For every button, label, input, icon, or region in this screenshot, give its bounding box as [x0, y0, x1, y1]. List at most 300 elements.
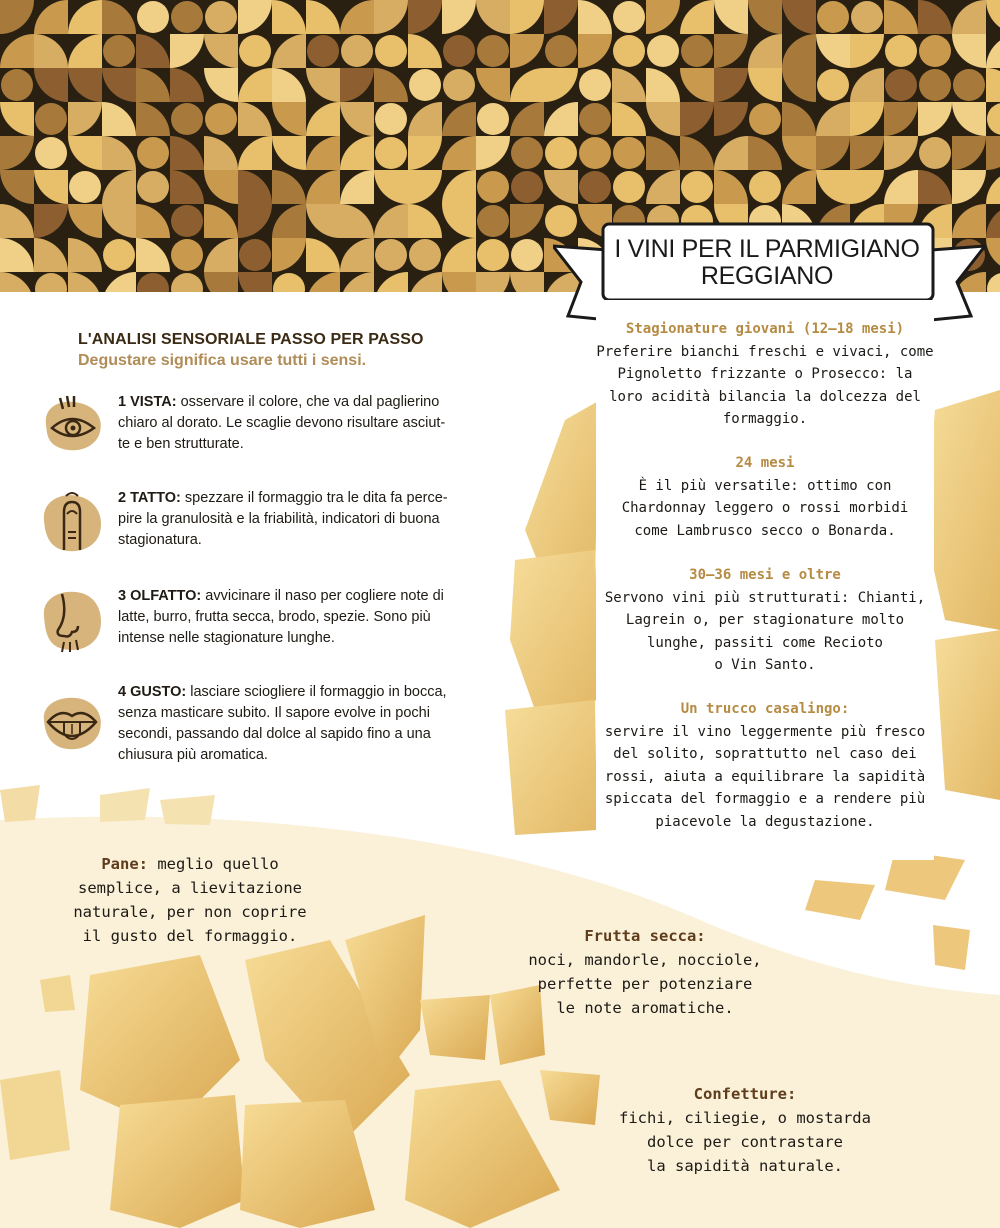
pairing-pane-line2: naturale, per non coprire — [73, 903, 307, 921]
wine-young — [596, 318, 934, 431]
pattern-tile — [34, 0, 68, 34]
pattern-tile — [986, 170, 1000, 204]
pattern-tile — [408, 204, 442, 238]
pattern-tile — [102, 68, 136, 102]
pattern-tile — [272, 204, 306, 238]
pattern-tile — [374, 170, 408, 204]
pattern-tile — [374, 0, 408, 34]
pattern-tile — [306, 204, 340, 238]
pattern-tile — [986, 34, 1000, 68]
pattern-tile — [102, 0, 136, 34]
step-tatto-line2: pire la granulosità e la friabilità, indicatori di buona — [118, 511, 440, 527]
pattern-tile — [749, 171, 781, 203]
pattern-tile — [340, 170, 374, 204]
pattern-tile — [170, 170, 204, 204]
pattern-tile — [0, 34, 34, 68]
pattern-tile — [918, 102, 952, 136]
pattern-tile — [477, 171, 509, 203]
pattern-tile — [0, 204, 34, 238]
pattern-tile — [102, 102, 136, 136]
pattern-tile — [477, 103, 509, 135]
pattern-tile — [749, 103, 781, 135]
pattern-tile — [238, 102, 272, 136]
pattern-tile — [306, 68, 340, 102]
step-vista-label: 1 VISTA: — [118, 394, 177, 410]
pattern-tile — [442, 272, 476, 292]
pairing-frutta — [500, 924, 790, 1020]
pattern-tile — [408, 170, 442, 204]
sensory-subtitle: Degustare significa usare tutti i sensi. — [78, 352, 367, 369]
wine-young-line3: loro acidità bilancia la dolcezza del — [609, 388, 921, 405]
pattern-tile — [272, 170, 306, 204]
pairing-pane-first: meglio quello — [157, 855, 279, 873]
pattern-tile — [987, 273, 1000, 292]
pattern-tile — [782, 68, 816, 102]
wine-tip-heading: Un trucco casalingo: — [680, 701, 850, 717]
pattern-tile — [477, 205, 509, 237]
pattern-tile — [578, 34, 612, 68]
step-tatto-line1: spezzare il formaggio tra le dita fa perce- — [184, 490, 448, 506]
step-gusto-line4: chiusura più aromatica. — [118, 747, 268, 763]
cheese-crumbs-left — [0, 780, 220, 830]
pattern-tile — [919, 69, 951, 101]
pattern-tile — [340, 238, 374, 272]
pattern-tile — [68, 272, 102, 292]
pattern-tile — [137, 171, 169, 203]
wine-young-heading: Stagionature giovani (12–18 mesi) — [625, 321, 905, 337]
pattern-tile — [850, 102, 884, 136]
pattern-tile — [443, 35, 475, 67]
pairing-pane-line3: il gusto del formaggio. — [82, 927, 298, 945]
pattern-tile — [782, 170, 816, 204]
pattern-tile — [817, 1, 849, 33]
pattern-tile — [340, 102, 374, 136]
pattern-tile — [272, 102, 306, 136]
wine-tip-line1: servire il vino leggermente più fresco — [604, 723, 926, 740]
pattern-tile — [204, 68, 238, 102]
step-vista — [118, 392, 508, 455]
pattern-tile — [205, 1, 237, 33]
pattern-tile — [544, 0, 578, 34]
pairing-frutta-line3: le note aromatiche. — [556, 999, 734, 1017]
pattern-tile — [171, 1, 203, 33]
pairing-confetture-line1: fichi, ciliegie, o mostarda — [619, 1109, 871, 1127]
pattern-tile — [238, 68, 272, 102]
pattern-tile — [986, 0, 1000, 34]
step-vista-line1: osservare il colore, che va dal paglierino — [180, 394, 440, 410]
pattern-tile — [409, 239, 441, 271]
pattern-tile — [102, 136, 136, 170]
wine-young-line1: Preferire bianchi freschi e vivaci, come — [596, 343, 934, 360]
pattern-tile — [748, 34, 782, 68]
pairing-pane — [40, 852, 340, 948]
pattern-tile — [171, 205, 203, 237]
pattern-tile — [714, 136, 748, 170]
pattern-tile — [442, 0, 476, 34]
pairing-pane-heading: Pane: — [101, 855, 148, 873]
pattern-tile — [510, 272, 544, 292]
pairing-confetture-line2: dolce per contrastare — [647, 1133, 843, 1151]
sensory-title: L'ANALISI SENSORIALE PASSO PER PASSO — [78, 331, 424, 348]
wine-tip-line4: spiccata del formaggio e a rendere più — [604, 791, 926, 807]
pattern-tile — [850, 136, 884, 170]
step-vista-line2: chiaro al dorato. Le scaglie devono risultare asciut- — [118, 415, 446, 431]
pattern-tile — [646, 102, 680, 136]
pattern-tile — [579, 171, 611, 203]
pattern-tile — [306, 170, 340, 204]
wine-24 — [596, 452, 934, 542]
pairing-confetture-line3: la sapidità naturale. — [647, 1157, 843, 1175]
wine-young-line2: Pignoletto frizzante o Prosecco: la — [617, 366, 913, 382]
pairing-confetture-heading: Confetture: — [693, 1085, 797, 1103]
wine-tip — [596, 698, 934, 833]
step-olfatto-line2: latte, burro, frutta secca, brodo, spezie. Sono più — [118, 609, 431, 625]
pattern-tile — [238, 204, 272, 238]
pattern-tile — [851, 1, 883, 33]
pattern-tile — [885, 35, 917, 67]
pattern-tile — [782, 34, 816, 68]
pattern-tile — [816, 34, 850, 68]
pattern-tile — [850, 34, 884, 68]
pattern-tile — [714, 34, 748, 68]
step-olfatto-label: 3 OLFATTO: — [118, 588, 202, 604]
pattern-tile — [612, 68, 646, 102]
pattern-tile — [272, 0, 306, 34]
pattern-tile — [375, 239, 407, 271]
pattern-tile — [171, 239, 203, 271]
pattern-tile — [0, 0, 34, 34]
pattern-tile — [782, 0, 816, 34]
pattern-tile — [817, 69, 849, 101]
step-tatto — [118, 488, 508, 551]
pattern-tile — [613, 1, 645, 33]
pattern-tile — [884, 136, 918, 170]
wine-24-line3: come Lambrusco secco o Bonarda. — [634, 522, 896, 539]
pattern-tile — [136, 204, 170, 238]
pattern-tile — [782, 102, 816, 136]
pattern-tile — [510, 68, 544, 102]
step-gusto — [118, 682, 508, 766]
wine-30-36-line3: lunghe, passiti come Recioto — [646, 634, 883, 651]
pattern-tile — [68, 102, 102, 136]
pattern-tile — [476, 0, 510, 34]
pattern-tile — [511, 171, 543, 203]
pattern-tile — [476, 272, 510, 292]
pattern-tile — [986, 238, 1000, 272]
pattern-tile — [442, 238, 476, 272]
pattern-tile — [477, 35, 509, 67]
pattern-tile — [307, 35, 339, 67]
eye-icon — [38, 388, 106, 456]
pattern-tile — [544, 170, 578, 204]
pattern-tile — [579, 69, 611, 101]
pattern-tile — [545, 137, 577, 169]
pattern-tile — [238, 170, 272, 204]
pattern-tile — [0, 102, 34, 136]
pattern-tile — [306, 136, 340, 170]
pattern-tile — [987, 103, 1000, 135]
pattern-tile — [306, 238, 340, 272]
pattern-tile — [850, 170, 884, 204]
pattern-tile — [680, 68, 714, 102]
wine-tip-line3: rossi, aiuta a equilibrare la sapidità — [604, 768, 926, 785]
step-gusto-line1: lasciare sciogliere il formaggio in bocca, — [190, 684, 447, 700]
pattern-tile — [239, 239, 271, 271]
wine-30-36-heading: 30–36 mesi e oltre — [689, 567, 841, 583]
pattern-tile — [340, 136, 374, 170]
pattern-tile — [272, 238, 306, 272]
pattern-tile — [816, 102, 850, 136]
pattern-tile — [68, 204, 102, 238]
pattern-tile — [68, 34, 102, 68]
pattern-tile — [34, 34, 68, 68]
pattern-tile — [613, 137, 645, 169]
pattern-tile — [544, 102, 578, 136]
pattern-tile — [306, 102, 340, 136]
pattern-tile — [952, 34, 986, 68]
pattern-tile — [884, 0, 918, 34]
pattern-tile — [102, 272, 136, 292]
pattern-tile — [0, 136, 34, 170]
pattern-tile — [409, 69, 441, 101]
pattern-tile — [137, 273, 169, 292]
pairing-confetture — [600, 1082, 890, 1178]
pattern-tile — [748, 68, 782, 102]
pattern-tile — [681, 171, 713, 203]
pattern-tile — [170, 136, 204, 170]
pattern-tile — [579, 137, 611, 169]
pattern-tile — [171, 273, 203, 292]
pattern-tile — [952, 170, 986, 204]
wine-tip-line5: piacevole la degustazione. — [655, 813, 875, 830]
pattern-tile — [918, 170, 952, 204]
pattern-tile — [170, 34, 204, 68]
banner-title-line2: REGGIANO — [700, 262, 834, 290]
wine-30-36-line2: Lagrein o, per stagionature molto — [625, 612, 905, 628]
pattern-tile — [68, 68, 102, 102]
pattern-tile — [0, 272, 34, 292]
pattern-tile — [510, 102, 544, 136]
pattern-tile — [170, 68, 204, 102]
step-gusto-label: 4 GUSTO: — [118, 684, 187, 700]
step-tatto-label: 2 TATTO: — [118, 490, 181, 506]
pattern-tile — [35, 137, 67, 169]
nose-icon — [38, 586, 106, 654]
pattern-tile — [171, 103, 203, 135]
pairing-pane-line1: semplice, a lievitazione — [78, 879, 302, 897]
wine-30-36-line1: Servono vini più strutturati: Chianti, — [604, 589, 926, 606]
pattern-tile — [238, 272, 272, 292]
pattern-tile — [816, 170, 850, 204]
pattern-tile — [408, 34, 442, 68]
pattern-tile — [476, 136, 510, 170]
pattern-tile — [408, 272, 442, 292]
pattern-tile — [136, 102, 170, 136]
pattern-tile — [204, 170, 238, 204]
pattern-tile — [272, 68, 306, 102]
finger-icon — [38, 488, 106, 556]
pattern-tile — [477, 239, 509, 271]
pattern-tile — [647, 35, 679, 67]
step-gusto-line3: secondi, passando dal dolce al sapido fino a una — [118, 726, 431, 742]
pattern-tile — [340, 0, 374, 34]
pattern-tile — [919, 35, 951, 67]
pattern-tile — [375, 35, 407, 67]
pattern-tile — [442, 204, 476, 238]
pattern-tile — [545, 35, 577, 67]
pairing-frutta-line2: perfette per potenziare — [537, 975, 753, 993]
pattern-tile — [408, 102, 442, 136]
pattern-tile — [35, 103, 67, 135]
pattern-tile — [714, 102, 748, 136]
pattern-tile — [510, 204, 544, 238]
mouth-icon — [38, 688, 106, 756]
pattern-tile — [885, 69, 917, 101]
pattern-tile — [748, 0, 782, 34]
pattern-tile — [103, 35, 135, 67]
pattern-tile — [34, 204, 68, 238]
pattern-tile — [476, 68, 510, 102]
pattern-tile — [34, 68, 68, 102]
pattern-tile — [919, 137, 951, 169]
pattern-tile — [850, 68, 884, 102]
pattern-tile — [374, 68, 408, 102]
pattern-tile — [408, 0, 442, 34]
pattern-tile — [204, 238, 238, 272]
pattern-tile — [816, 136, 850, 170]
banner-title-line1: I VINI PER IL PARMIGIANO — [614, 235, 920, 263]
step-olfatto-line3: intense nelle stagionature lunghe. — [118, 630, 335, 646]
pattern-tile — [579, 103, 611, 135]
pattern-tile — [272, 136, 306, 170]
pattern-tile — [681, 35, 713, 67]
pattern-tile — [204, 272, 238, 292]
pattern-tile — [374, 204, 408, 238]
pattern-tile — [884, 102, 918, 136]
step-vista-line3: te e ben strutturate. — [118, 436, 244, 452]
step-olfatto — [118, 586, 508, 649]
pattern-tile — [442, 136, 476, 170]
wine-young-line4: formaggio. — [722, 411, 808, 427]
pattern-tile — [646, 68, 680, 102]
pattern-tile — [986, 136, 1000, 170]
pattern-tile — [443, 69, 475, 101]
pattern-tile — [511, 137, 543, 169]
pattern-tile — [680, 102, 714, 136]
pattern-tile — [714, 68, 748, 102]
pattern-tile — [578, 0, 612, 34]
pattern-tile — [68, 136, 102, 170]
pattern-tile — [646, 170, 680, 204]
wine-24-heading: 24 mesi — [735, 455, 795, 471]
pattern-tile — [136, 68, 170, 102]
pairing-frutta-line1: noci, mandorle, nocciole, — [528, 951, 762, 969]
wine-tip-line2: del solito, soprattutto nel caso dei — [613, 746, 917, 762]
pattern-tile — [375, 137, 407, 169]
pattern-tile — [205, 103, 237, 135]
pattern-tile — [137, 137, 169, 169]
pattern-tile — [102, 170, 136, 204]
pattern-tile — [34, 170, 68, 204]
pattern-tile — [952, 0, 986, 34]
pattern-tile — [986, 68, 1000, 102]
pattern-tile — [340, 68, 374, 102]
wine-24-line2: Chardonnay leggero o rossi morbidi — [621, 500, 909, 516]
pattern-tile — [136, 34, 170, 68]
pattern-tile — [0, 238, 34, 272]
pattern-tile — [306, 272, 340, 292]
pattern-tile — [408, 136, 442, 170]
pattern-tile — [714, 170, 748, 204]
pattern-tile — [884, 170, 918, 204]
pattern-tile — [511, 239, 543, 271]
pattern-tile — [272, 34, 306, 68]
pattern-tile — [646, 136, 680, 170]
pattern-tile — [714, 0, 748, 34]
pattern-tile — [69, 171, 101, 203]
pattern-tile — [204, 34, 238, 68]
pattern-tile — [442, 170, 476, 204]
pattern-tile — [375, 103, 407, 135]
pattern-tile — [35, 273, 67, 292]
pattern-tile — [34, 238, 68, 272]
pattern-tile — [680, 0, 714, 34]
pattern-tile — [510, 0, 544, 34]
pattern-tile — [103, 239, 135, 271]
step-olfatto-line1: avvicinare il naso per cogliere note di — [205, 588, 444, 604]
pattern-tile — [204, 136, 238, 170]
pattern-tile — [613, 171, 645, 203]
pattern-tile — [986, 204, 1000, 238]
step-tatto-line3: stagionatura. — [118, 532, 202, 548]
pattern-tile — [340, 204, 374, 238]
pattern-tile — [68, 238, 102, 272]
pattern-tile — [952, 136, 986, 170]
pattern-tile — [1, 69, 33, 101]
pattern-tile — [68, 0, 102, 34]
pattern-tile — [102, 204, 136, 238]
pattern-tile — [238, 136, 272, 170]
pattern-tile — [273, 273, 305, 292]
pattern-tile — [510, 34, 544, 68]
pattern-tile — [952, 102, 986, 136]
pattern-tile — [748, 136, 782, 170]
pattern-tile — [646, 0, 680, 34]
pattern-tile — [306, 0, 340, 34]
pattern-tile — [239, 35, 271, 67]
wine-24-line1: È il più versatile: ottimo con — [638, 477, 892, 494]
pattern-tile — [341, 35, 373, 67]
step-gusto-line2: senza masticare subito. Il sapore evolve in pochi — [118, 705, 430, 721]
pattern-tile — [613, 35, 645, 67]
pattern-tile — [374, 272, 408, 292]
pattern-tile — [680, 136, 714, 170]
pattern-tile — [340, 272, 374, 292]
pattern-tile — [612, 102, 646, 136]
pattern-tile — [0, 170, 34, 204]
pattern-tile — [544, 68, 578, 102]
pattern-tile — [204, 204, 238, 238]
pattern-tile — [953, 69, 985, 101]
pattern-tile — [238, 0, 272, 34]
pattern-tile — [918, 0, 952, 34]
pattern-tile — [782, 136, 816, 170]
wine-30-36 — [596, 564, 934, 677]
pattern-tile — [442, 102, 476, 136]
pattern-tile — [137, 1, 169, 33]
wine-30-36-line4: o Vin Santo. — [714, 657, 816, 673]
pairing-frutta-heading: Frutta secca: — [584, 927, 706, 945]
